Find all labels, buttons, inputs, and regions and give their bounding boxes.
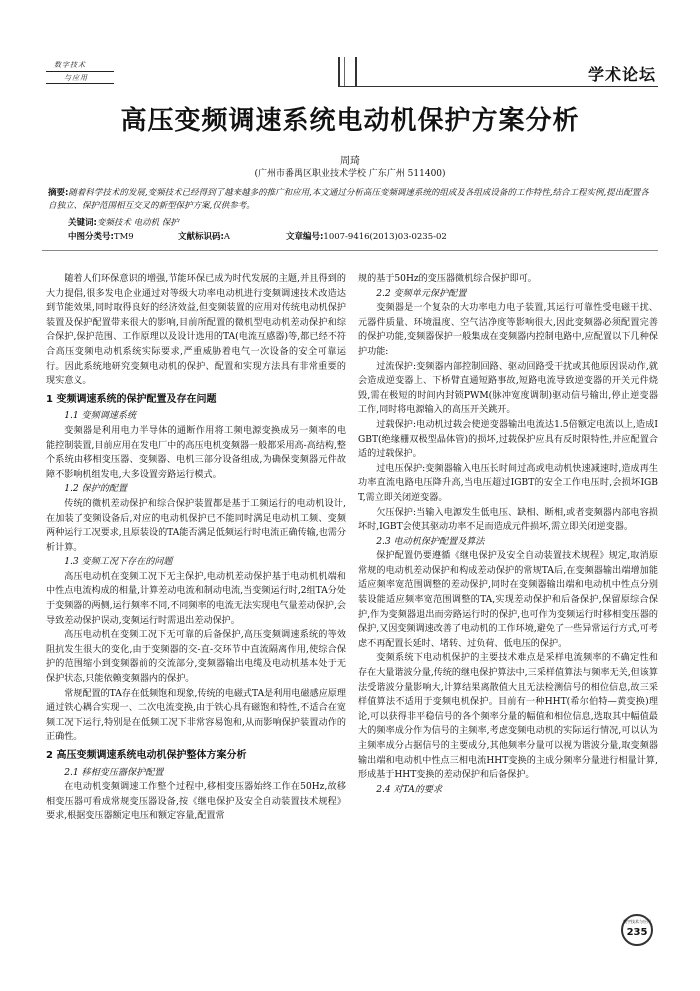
abstract-label: 摘要: [48, 188, 69, 198]
right-column [358, 272, 658, 797]
paragraph: 变频器是一个复杂的大功率电力电子装置,其运行可靠性受电磁干扰、元器件质量、环境温度、空气洁净度等影响很大,因此变频器必须配置完善的保护功能,变频器保护一般集成在变频器内控制电路中,应配置以下几种保护功能: [358, 303, 658, 357]
journal-name-line2: 与应用 [64, 74, 88, 82]
subsection-heading: 2.1 移相变压器保护配置 [64, 767, 164, 778]
paragraph: 过载保护:电动机过载会使逆变器输出电流达1.5倍额定电流以上,造成IGBT(绝缘栅双极型晶体管)的损坏,过载保护应具有反时限特性,并应配置合适的过载保护。 [358, 419, 658, 460]
author: 周琦 [340, 156, 360, 167]
document-code: 文献标识码:A [178, 232, 231, 242]
logo-divider [46, 83, 114, 84]
header-bar [338, 57, 340, 87]
paragraph: 变频系统下电动机保护的主要技术难点是采样电流频率的不确定性和存在大量谐波分量,传统的继电保护算法中,三采样值算法与频率无关,但该算法受谐波分量影响大,计算结果离散值大且无法检测信号的相位信息,故三采样值算法不适用于变频电机保护。目前有一种HHT(希尔伯特—黄变换)理论,可以获得非平稳信号的各个频率分量的幅值和相位信息,选取其中幅值最大的频率成分作为信号的主频率,考虑变频电动机的实际运行情况,可以认为主频率成分占据信号的主要成分,其他频率分量可以视为谐波分量,取变频器输出端和电动机中性点三相电流HHT变换的主成分频率分量进行相量计算,形成基于HHT变换的差动保护和后备保护。 [358, 653, 658, 781]
subsection-heading: 1.3 变频工况下存在的问题 [64, 557, 173, 568]
header-bar [344, 57, 345, 87]
page-number-badge [621, 914, 653, 946]
journal-name-line1: 数字技术 [54, 61, 86, 69]
page-number: 235 [626, 927, 648, 938]
clc-number: 中图分类号:TM9 [68, 232, 134, 242]
article-number: 文章编号:1007-9416(2013)03-0235-02 [286, 232, 447, 242]
subsection-heading: 2.4 对TA的要求 [376, 784, 443, 795]
keywords-label: 关键词: [68, 218, 97, 228]
paragraph: 过电压保护:变频器输入电压长时间过高或电动机快速减速时,造成再生功率直流电路电压降升高,当电压超过IGBT的安全工作电压时,会损坏IGBT,需立即关闭逆变器。 [358, 463, 658, 503]
subsection-heading: 1.2 保护的配置 [64, 484, 128, 495]
subsection-heading: 1.1 变频调速系统 [64, 411, 137, 422]
subsection-heading: 2.2 变频单元保护配置 [376, 288, 467, 299]
logo-divider [46, 71, 114, 72]
keywords-text: 变频技术 电动机 保护 [96, 218, 179, 228]
section-heading: 1 变频调速系统的保护配置及存在问题 [46, 393, 217, 405]
paragraph: 欠压保护:当输入电源发生低电压、缺相、断相,或者变频器内部电容损坏时,IGBT会使其驱动功率不足而造成元件损坏,需立即关闭逆变器。 [358, 507, 658, 533]
subsection-heading: 2.3 电动机保护配置及算法 [376, 536, 485, 547]
paragraph: 高压电动机在变频工况下无可靠的后备保护,高压变频调速系统的等效阻抗发生很大的变化,由于变频器的交-直-交环节中直流隔离作用,使综合保护的范围缩小到变频器前的交流部分,变频器输出电缆及电动机基本处于无保护状态,只能依赖变频器内的保护。 [46, 630, 346, 685]
abstract [48, 187, 656, 213]
badge-text: 数字技术与应用 [623, 919, 651, 924]
paragraph: 随着人们环保意识的增强,节能环保已成为时代发展的主题,并且得到的大力提倡,很多发电企业通过对等级大功率电动机进行变频调速技术改造达到节能效果,同时取得良好的经济效益,但变频装置的应用对传统电动机保护装置及保护配置带来很大的影响,目前所配置的微机型电动机差动保护和综合保护,保护范围、工作原理以及设计选用的TA(电流互感器)等,都已经不符合高压变频电动机系统实际要求,严重威胁着电气一次设备的安全可靠运行。因此系统地研究变频电动机的保护、配置和实现方法具有非常重要的现实意义。 [46, 274, 346, 387]
left-column [46, 272, 346, 824]
paragraph: 保护配置仍要遵循《继电保护及安全自动装置技术规程》规定,取消原常规的电动机差动保护和构成差动保护的常规TA后,在变频器输出端增加能适应频率宽范围调整的差动保护,同时在变频器输出端和电动机中性点分别装设能适应频率宽范围调整的TA,实现差动保护和后备保护,保留原综合保护,作为变频器退出而旁路运行时的保护,也可作为变频运行时移相变压器的保护,又因变频调速改善了电动机的工作环境,避免了一些异常运行方式,可考虑不再配置长延时、堵转、过负荷、低电压的保护。 [358, 551, 658, 649]
keywords [68, 216, 179, 228]
abstract-text: 随着科学技术的发展,变频技术已经得到了越来越多的推广和应用,本文通过分析高压变频调速系统的组成及各组成设备的工作特性,结合工程实例,提出配置各自独立、保护范围相互交叉的新型保护方案,仅供参考。 [48, 188, 649, 211]
paragraph: 过流保护:变频器内部控制回路、驱动回路受干扰或其他原因误动作,就会造成逆变器上、下桥臂直通短路事故,短路电流导致逆变器的开关元件烧毁,需在极短的时间内封锁PWM(脉冲宽度调制)驱动信号输出,停止逆变器工作,同时将电源输入的高压开关跳开。 [358, 361, 658, 416]
paragraph: 在电动机变频调速工作整个过程中,移相变压器始终工作在50Hz,故移相变压器可看成常规变压器设备,按《继电保护及安全自动装置技术规程》要求,根据变压器额定电压和额定容量,配置常 [46, 782, 346, 822]
paragraph: 变频器是利用电力半导体的通断作用将工频电源变换成另一频率的电能控制装置,目前应用在发电厂中的高压电机变频器一般都采用高-高结构,整个系统由移相变压器、变频器、电机三部分设备组成,为确保变频器元件故障不影响机组发电,大多设置旁路运行模式。 [46, 425, 346, 480]
affiliation: (广州市番禺区职业技术学校 广东广州 511400) [254, 169, 446, 179]
paragraph: 高压电动机在变频工况下无主保护,电动机差动保护基于电动机机端和中性点电流构成的相量,计算差动电流和制动电流,当变频运行时,2组TA分处于变频器的两侧,运行频率不同,不同频率的电流无法实现电气量差动保护,会导致差动保护误动,变频运行时需退出差动保护。 [46, 571, 346, 626]
paragraph: 传统的微机差动保护和综合保护装置都是基于工频运行的电动机设计,在加装了变频设备后,对应的电动机保护已不能同时满足电动机工频、变频两种运行工况要求,且原装设的TA能否满足低频运行时电流正确传输,也需分析计算。 [46, 498, 346, 553]
divider [42, 250, 658, 251]
paragraph: 规的基于50Hz的变压器微机综合保护即可。 [358, 274, 537, 284]
header-rule [338, 86, 658, 87]
paragraph: 常规配置的TA存在低频饱和现象,传统的电磁式TA是利用电磁感应原理通过铁心耦合实现一、二次电流变换,由于铁心具有磁饱和特性,不适合在宽频工况下运行,特别是在低频工况下非常容易饱和,从而影响保护装置动作的正确性。 [46, 688, 346, 743]
section-title: 学术论坛 [587, 65, 656, 84]
section-heading: 2 高压变频调速系统电动机保护整体方案分析 [46, 750, 247, 761]
article-title: 高压变频调速系统电动机保护方案分析 [120, 106, 580, 136]
journal-logo [42, 60, 120, 84]
header-bar [355, 57, 357, 87]
